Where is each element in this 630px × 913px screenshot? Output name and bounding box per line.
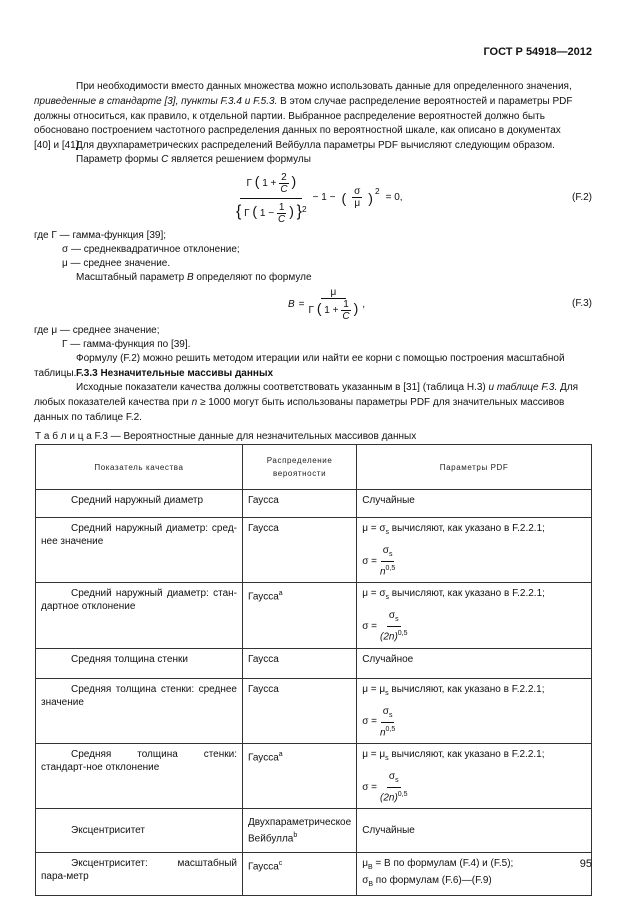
row-dist: Гаусса	[243, 518, 357, 583]
document-header: ГОСТ Р 54918—2012	[483, 46, 592, 58]
f3-fraction: μ Γ ( 1 + $\frac{1}{C}$ )	[308, 287, 359, 322]
row-dist: Гаусса	[243, 648, 357, 678]
p1-line-2: должны относиться, как правило, к отдельной партии. Выбранное распределение вероятностей должно быть	[34, 110, 545, 122]
p6-text-c: Для	[557, 382, 579, 393]
f2-1overC	[277, 202, 287, 225]
row-pdf	[357, 678, 592, 743]
f3-plus: +	[332, 305, 339, 317]
header-pdf: Параметры PDF	[357, 445, 592, 490]
pdf-sub: s	[385, 689, 389, 697]
table-row	[36, 743, 592, 808]
section-heading: F.3.3 Незначительные массивы данных	[76, 368, 274, 379]
paragraph-2: Для двухпараметрических распределений Вейбулла параметры PDF вычисляют следующим образом.	[76, 140, 555, 151]
p1-text-c: В этом случае распределение вероятностей и параметры PDF	[277, 95, 573, 107]
row-dist	[243, 853, 357, 896]
row-name: Средняя толщина стенки: среднее значение	[36, 678, 243, 743]
row-pdf	[357, 743, 592, 808]
pdf-desc: вычисляют, как указано в F.2.2.1;	[388, 683, 545, 695]
p1-line-4: [40] и [41].	[34, 140, 82, 152]
table-row	[36, 853, 592, 896]
f3-1overC	[341, 299, 351, 322]
f2-sigma-over-mu	[352, 186, 362, 209]
row-name: Средний наружный диаметр	[36, 490, 243, 518]
f2-plus: +	[270, 178, 277, 190]
f2-square: 2	[301, 203, 307, 214]
def-mu: μ — среднее значение.	[62, 258, 171, 269]
frac-den-sup: 0,5	[385, 565, 396, 572]
sigma-b: σ	[362, 875, 369, 887]
f2-mu: μ	[354, 198, 361, 209]
frac-den: (2n)	[379, 792, 398, 804]
frac-num-sub: s	[395, 616, 399, 624]
row-pdf: Случайные	[357, 809, 592, 853]
row-pdf	[357, 853, 592, 896]
p1-line-3: обосновано построением частотного распределения данных по вероятностной шкале, как описано в документах	[34, 125, 561, 137]
p3-text-a: Параметр формы	[76, 154, 162, 165]
f3-gamma: Γ	[308, 305, 315, 317]
f2-C-2: C	[278, 214, 286, 225]
frac-num-sub: s	[388, 551, 393, 558]
f2-label: (F.2)	[572, 192, 592, 203]
sigma-eq: σ =	[362, 555, 377, 567]
table-f3	[35, 444, 592, 896]
row-pdf	[357, 518, 592, 583]
p6-line-3: данных по таблице F.2.	[34, 411, 142, 423]
sigma-eq: σ =	[362, 781, 377, 793]
f3-eq: =	[298, 299, 305, 310]
paragraph-3	[76, 153, 311, 167]
p6-text-a: Исходные показатели качества должны соответствовать указанным в [31] (таблица H.3)	[76, 382, 486, 393]
pdf-desc: вычисляют, как указано в F.2.2.1;	[388, 748, 545, 760]
f2-gamma: Γ	[246, 178, 252, 190]
f3-label: (F.3)	[572, 298, 592, 309]
paragraph-4	[76, 271, 312, 285]
p4-var: B	[186, 272, 194, 283]
f3-B: B	[288, 299, 295, 310]
frac-num: σ	[388, 610, 396, 622]
paragraph-6	[34, 381, 593, 425]
table-row	[36, 518, 592, 583]
dist-text: Гаусса	[248, 591, 279, 603]
table-row	[36, 583, 592, 648]
dist-footnote: b	[293, 832, 298, 840]
row-dist: Гаусса	[243, 490, 357, 518]
p3-text-b: является решением формулы	[168, 154, 311, 165]
def2-gamma: Γ — гамма-функция по [39].	[62, 339, 191, 350]
frac-num: σ	[382, 545, 389, 556]
mu-b-desc: = B по формулам (F.4) и (F.5);	[372, 858, 514, 870]
frac-den: n	[379, 726, 386, 738]
p5-line-1: Формулу (F.2) можно решить методом итерации или найти ее корни с помощью построения масштабной	[76, 353, 565, 364]
row-name: Эксцентриситет: масштабный пара-метр	[36, 853, 243, 896]
sigma-b-sub: B	[368, 881, 374, 889]
pdf-sub: s	[385, 594, 390, 602]
p6-l2b: ≥ 1000 могут быть использованы параметры PDF для значительных массивов	[197, 396, 565, 408]
f3-one-2: 1	[343, 299, 349, 310]
row-dist	[243, 809, 357, 853]
frac-num: σ	[388, 770, 396, 782]
header-distribution: Распределение вероятности	[243, 445, 357, 490]
sigma-eq: σ =	[362, 620, 377, 632]
p6-italic: и таблице F.3.	[485, 382, 558, 393]
pdf-eq: μ = μ	[362, 748, 386, 760]
row-name: Средняя толщина стенки: стандарт-ное отклонение	[36, 743, 243, 808]
frac-num-sub: s	[395, 776, 399, 784]
header-indicator: Показатель качества	[36, 445, 243, 490]
frac-num: σ	[382, 705, 389, 717]
table-row	[36, 678, 592, 743]
dist-footnote: c	[278, 860, 283, 868]
row-pdf: Случайное	[357, 648, 592, 678]
pdf-eq: μ = σ	[362, 588, 386, 600]
f2-one-2: 1	[259, 208, 266, 220]
pdf-desc: вычисляют, как указано в F.2.2.1;	[389, 523, 545, 534]
f2-gamma-2: Γ	[244, 208, 250, 220]
f2-one: 1	[262, 178, 268, 190]
sigma-b-desc: по формулам (F.6)—(F.9)	[373, 875, 492, 887]
def-sigma: σ — среднеквадратичное отклонение;	[62, 244, 240, 255]
row-pdf: Случайные	[357, 490, 592, 518]
f3-comma: ,	[362, 299, 366, 310]
row-dist	[243, 743, 357, 808]
row-dist: Гаусса	[243, 678, 357, 743]
f2-minus-1: − 1 −	[312, 192, 336, 203]
page-number: 95	[579, 858, 592, 870]
p5-line-2: таблицы.	[34, 367, 77, 379]
dist-text: Гаусса	[248, 861, 279, 873]
formula-f2: Γ ( 1 + $\frac{2}{C}$ ) { Γ ( 1 − $\frac{1}{C}$ ) }$^2$ − 1 − ( $\frac{\sigma}{\mu}$ ) $^2$ = 0,	[236, 172, 403, 225]
table-row	[36, 648, 592, 678]
f2-eq0: = 0,	[385, 192, 403, 203]
row-name: Средняя толщина стенки	[36, 648, 243, 678]
pdf-desc: вычисляют, как указано в F.2.2.1;	[389, 588, 545, 600]
f2-sigma: σ	[354, 186, 361, 197]
table-row	[36, 490, 592, 518]
row-name: Средний наружный диаметр: стан-дартное отклонение	[36, 583, 243, 648]
p6-n: n	[191, 396, 198, 408]
p4-text-b: определяют по формуле	[193, 272, 312, 283]
dist-text: Гаусса	[248, 752, 279, 764]
pdf-eq: μ = μ	[362, 683, 386, 695]
p4-text-a: Масштабный параметр	[76, 272, 187, 283]
table-row	[36, 809, 592, 853]
f2-main-fraction: Γ ( 1 + $\frac{2}{C}$ ) { Γ ( 1 − $\frac{1}{C}$ ) }$^2$	[236, 172, 307, 225]
pdf-sub: s	[385, 529, 390, 536]
pdf-sub: s	[385, 754, 389, 762]
frac-num-sub: s	[388, 711, 393, 719]
mu-b-sub: B	[367, 864, 373, 872]
f2-2overC	[279, 172, 289, 195]
f2-minus: −	[268, 208, 275, 220]
f2-C: C	[280, 184, 288, 195]
frac-den: (2n)	[379, 631, 398, 643]
frac-den-sup: 0,5	[397, 630, 408, 638]
f3-C: C	[342, 311, 350, 322]
dist-text: Двухпараметрическое Вейбулла	[248, 817, 352, 845]
frac-den: n	[379, 566, 386, 578]
f3-mu: μ	[321, 287, 347, 299]
p6-l2a: любых показателей качества при	[34, 396, 192, 408]
def-gamma: где Γ — гамма-функция [39];	[34, 230, 167, 241]
frac-den-sup: 0,5	[385, 725, 396, 733]
def2-mu: где μ — среднее значение;	[34, 325, 160, 336]
row-dist	[243, 583, 357, 648]
f2-square-2: 2	[374, 185, 380, 196]
dist-footnote: a	[278, 590, 283, 598]
mu-b: μ	[362, 858, 368, 870]
row-name: Эксцентриситет	[36, 809, 243, 853]
row-pdf	[357, 583, 592, 648]
f3-one: 1	[324, 305, 330, 317]
row-name: Средний наружный диаметр: сред-нее значение	[36, 518, 243, 583]
dist-footnote: a	[278, 750, 283, 758]
p3-var: C	[161, 154, 169, 165]
p1-text-a: При необходимости вместо данных множества можно использовать данные для определенного значения,	[76, 81, 572, 92]
frac-den-sup: 0,5	[397, 790, 408, 798]
f2-one-3: 1	[278, 202, 285, 213]
p1-italic-ref: приведенные в стандарте [3], пункты F.3.4 и F.5.3.	[34, 95, 278, 107]
table-header-row	[36, 445, 592, 490]
f2-two: 2	[281, 172, 287, 183]
table-caption: Т а б л и ц а F.3 — Вероятностные данные для незначительных массивов данных	[35, 431, 417, 442]
formula-f3	[288, 287, 365, 322]
sigma-eq: σ =	[362, 716, 377, 728]
pdf-eq: μ = σ	[362, 523, 386, 534]
